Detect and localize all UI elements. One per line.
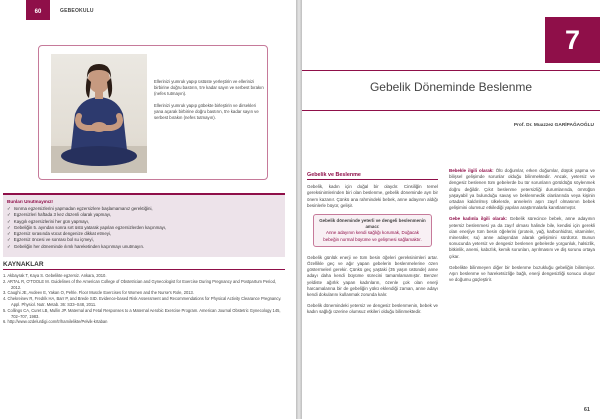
paragraph: Gebe kadınla ilgili olarak: Gebelik sürecince bebek, anne adayının yetersiz beslenmesi ya da zayıf olması halinde bile, kendisi için gerekli olan enerjiye tüm besin öğelerini (protein, yağ, karbonhidrat, vitaminler, mineraller, su) anne adayından alarak gelişimini sürdürür. Bunun sonucunda yetersiz ve dengesiz beslenen gebelerde yorgunluk, halsizlik, bitkinlik, anemi, kabızlık, kemik sorunları, ayrılmasını ve diş sorunu ortaya çıkar.	[449, 216, 596, 259]
paragraph-lead: Gebe kadınla ilgili olarak:	[449, 216, 508, 222]
paragraph: Bebekle ilgili olarak: Ölü doğumlar, erken doğumlar, düşük yapma ve bilişsel gelişimde sorunlar olduğu bilinmektedir. Ancak, yetersiz ve dengesiz beslenen tüm gebelerde bu tür sorunların görüldüğü söylenmek doğru değildir. Çıkıt beslenme yetersizliği durumlarında, ömrüğün yaşayabil ya bulunduğu savaş ve beklenmedik olanlarında veya kişinin ortadan kaldırılmış ülkelerde, annelerin aşırı zayıf olmasının bebek gelişimini olumsuz etkilediği yapılan araştırmalarla kanıtlanmıştır.	[449, 168, 595, 211]
reference-item: 4. Chekreinev R, Fredrik HA, Barr P, and Brede SID. Evidence-based Risk Assessment and Recommendations for Physical Activity Clearance Pregnancy. Appl. Physiol. Nutr. Metab. 36: S33–S48, 2011.	[3, 296, 282, 307]
goal-title: Gebelik döneminde yeterli ve dengeli beslenmenin amacı:	[319, 218, 426, 230]
reminder-item: ✓ Kaygılı egzersizlerini her gün yapmayı,	[7, 218, 90, 224]
checkmark-icon: ✓	[7, 212, 11, 218]
left-page	[0, 0, 296, 419]
reminder-box	[3, 193, 285, 257]
title-rule-bottom	[302, 110, 600, 111]
checkmark-icon: ✓	[7, 243, 11, 249]
author-name: Prof. Dr. Muazzez GARİPAĞAOĞLU	[513, 123, 594, 128]
paragraph-lead: Bebekle ilgili olarak:	[449, 168, 494, 173]
running-head: GEBEOKULU	[60, 8, 94, 14]
exercise-caption-2: Ellerinizi yumruk yapıp göbekte birleştirin ve dirsekleri yana açarak birbirine doğru bastırın, 5'e kadar sayın ve serbest bırakın (nefes tutmayın).	[154, 103, 259, 120]
goal-box	[313, 214, 432, 247]
checkmark-icon: ✓	[7, 206, 11, 211]
reminder-item: ✓ Egzersiz öncesi ve sonrası bol su içmeyi,	[7, 237, 94, 243]
checkmark-icon: ✓	[7, 231, 11, 237]
reminder-item: ✓ Isınma egzersizlerini yapmadan egzersizlere başlamamanız gerektiğini,	[7, 206, 153, 211]
goal-body: Anne adayının kendi sağlığı korumak, Doğacak bebeğin normal büyüme ve gelişmesi sağlamaktır.	[323, 230, 422, 242]
chapter-title: Gebelik Döneminde Beslenme	[369, 80, 533, 94]
paragraph: Gebelik dönemindeki yetersiz ve dengesiz beslenmenin, bebek ve kadın sağlığı üzerine olumsuz etkileri olduğu bilinmektedir.	[307, 303, 438, 315]
title-rule-top	[302, 70, 600, 71]
reference-item[interactable]: 6. http://www.ozdelurdigi.com/tr/hamilelikte/Pelvik-krtaban	[3, 319, 108, 325]
exercise-photo	[51, 54, 147, 173]
chapter-number: 7	[545, 17, 600, 63]
checkmark-icon: ✓	[7, 218, 11, 224]
text-column-right	[449, 168, 595, 288]
left-page-header	[0, 0, 296, 20]
reference-item: 3. Caughi JE, Avdeev E, Yakan O, Pehle. Floor Muscle Exercises for Women and the Nurse's Role, 2013.	[3, 290, 194, 296]
checkmark-icon: ✓	[7, 224, 11, 230]
reminder-item: ✓ Egzersizleri haftada 3 kez düzenli olarak yapmayı,	[7, 212, 112, 218]
exercise-box	[38, 45, 268, 180]
checkmark-icon: ✓	[7, 237, 11, 243]
reminder-item: ✓ Gebeliğin her döneminde ılımlı hareketinden kaçınmayı unutmayın.	[7, 243, 145, 249]
reminder-list	[7, 206, 281, 250]
section-heading: Gebelik ve Beslenme	[307, 172, 438, 180]
references-list	[3, 273, 285, 325]
reference-item: 1. Akbayrak T, Kaya S. Gebelikte egzersiz. Ankara, 2010.	[3, 273, 107, 278]
right-page	[302, 0, 600, 419]
exercise-captions	[154, 79, 264, 127]
page-number-left: 60	[26, 0, 50, 20]
reminder-item: ✓ Egzersiz sırasında vücut dengenize dikkat etmeyi,	[7, 231, 112, 237]
reminder-item: ✓ Gebeliğin 5. ayından sonra sırt üstü yatarak yapılan egzersizlerden kaçınmayı,	[7, 224, 167, 230]
reference-item: 2. ARTAL R, O'TOOLE M. Guidelines of the American College of Obstetrician and Gynecologist for Exercise During Pregnancy and Postpartum Period, 2012.	[3, 278, 276, 290]
page-number-right: 61	[583, 407, 590, 413]
text-column-left	[307, 172, 438, 321]
references-heading: KAYNAKLAR	[3, 261, 285, 270]
reference-item: 5. Collings CA, Curet LB, Mullin JP. Maternal and Fetal Responses to a Maternal Aerobic Exercise Program. American Journal Obstetric Gynecology 145, 702–707, 1983.	[3, 307, 281, 319]
paragraph: Gebelikte bilinmeyen diğer bir beslenme bozukluğu gebeliğin bilinmiyor. Aşırı beslenme ve hareketsizliğe bağlı, enerji dengesizliği sonucu oluşur ve doğumu güçleştirir.	[449, 264, 595, 283]
woman-exercising-illustration	[51, 54, 147, 173]
paragraph: Gebelik, kadın için doğal bir olaydır. Cinsiliğin temel gereksinimlerinden biri olan beslenme, gebelik döneminde ayrı bir önem kazanır. Çünkü ana rahmindeki bebek, anne adayının aldığı besinlerle büyür, gelişir.	[307, 184, 438, 208]
exercise-caption-1: Ellerinizi yumruk yapıp üstüste yerleştirin ve ellerinizi birbirine doğru bastırın, 5'e kadar sayın ve serbest bırakın (nefes tutmayın).	[154, 79, 264, 96]
reminder-title: Bunları Unutmayınız!	[7, 199, 53, 204]
paragraph: Gebelik günlük enerji ve tüm besin öğeleri gereksinimleri artar. Özellikle geç ve ağır yapan gebelerin beslenmelerine özen göstermeleri gerekir. Çünkü geç yaştaki (35 yaşın üstünde) anne adayı daha kendi büyüme sürecini tamamlamamıştır. Benzer yeldiste ağırlık yapan kadınların, özenle çok olan enerji harcamalarına bir de gebeliğin yükü eklendiği zaman, anne adayı kendi dokularını kullanmak zorunda kalır.	[307, 254, 438, 298]
